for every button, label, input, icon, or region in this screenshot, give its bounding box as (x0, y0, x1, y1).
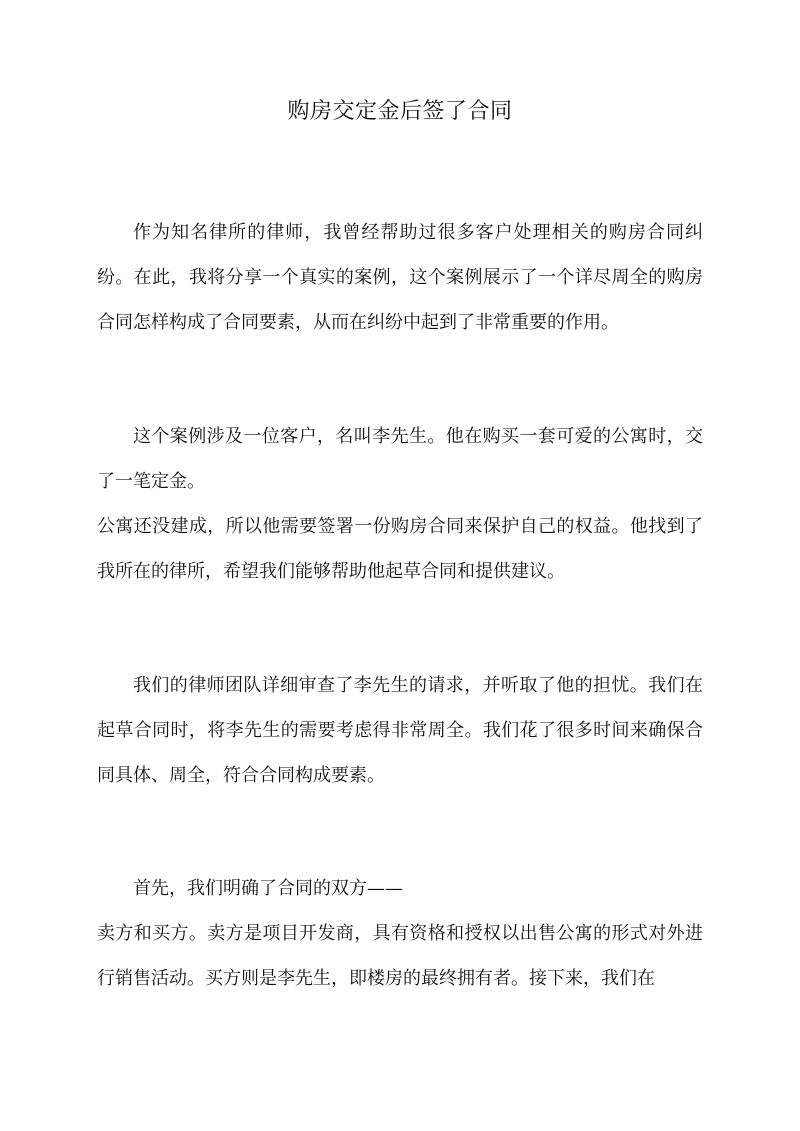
paragraph-text: 首先，我们明确了合同的双方—— (133, 878, 403, 899)
paragraph-text: 作为知名律所的律师，我曾经帮助过很多客户处理相关的购房合同纠纷。在此，我将分享一个真实的案例，这个案例展示了一个详尽周全的购房合同怎样构成了合同要素，从而在纠纷中起到了非常重要的作用。 (97, 222, 703, 333)
paragraph-text: 公寓还没建成，所以他需要签署一份购房合同来保护自己的权益。他找到了我所在的律所，希望我们能够帮助他起草合同和提供建议。 (97, 516, 703, 582)
document-title: 购房交定金后签了合同 (287, 99, 513, 124)
paragraph-4 (97, 866, 703, 1001)
paragraph-text: 这个案例涉及一位客户，名叫李先生。他在购买一套可爱的公寓时，交了一笔定金。 (97, 426, 703, 492)
paragraph-3 (97, 663, 703, 798)
paragraph-2 (97, 414, 703, 594)
paragraph-text: 我们的律师团队详细审查了李先生的请求，并听取了他的担忧。我们在起草合同时，将李先生的需要考虑得非常周全。我们花了很多时间来确保合同具体、周全，符合合同构成要素。 (97, 675, 703, 786)
paragraph-text: 卖方和买方。卖方是项目开发商，具有资格和授权以出售公寓的形式对外进行销售活动。买方则是李先生，即楼房的最终拥有者。接下来，我们在 (97, 923, 703, 989)
paragraph-1 (97, 210, 703, 345)
